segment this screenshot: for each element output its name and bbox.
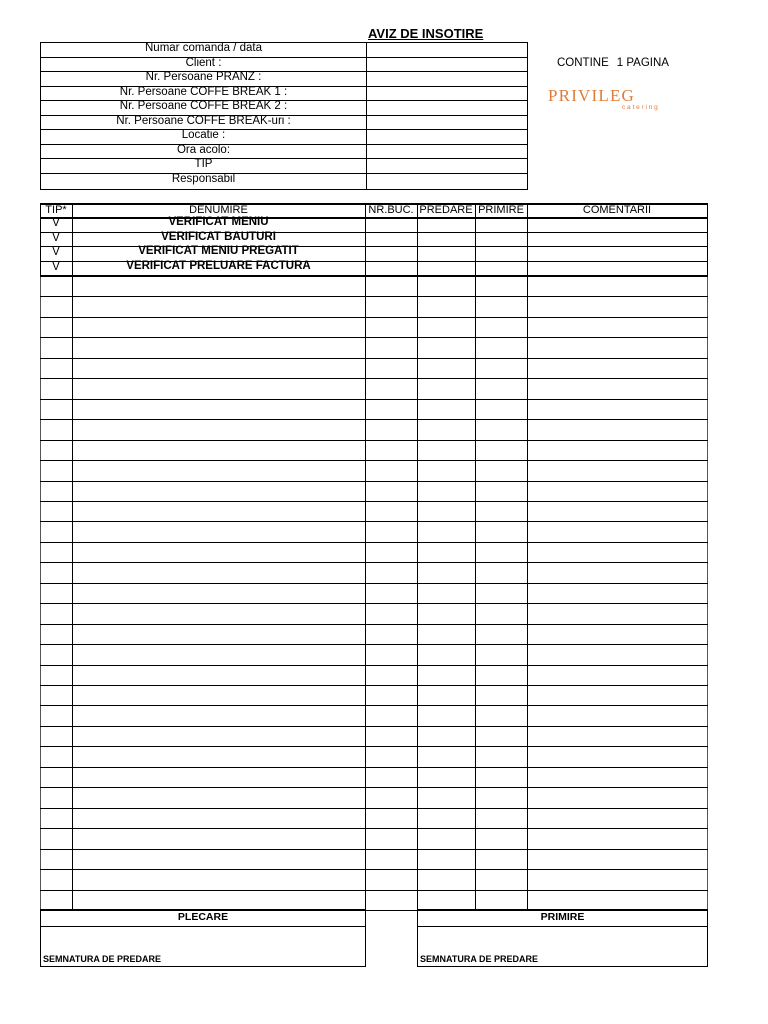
info-row xyxy=(41,116,527,130)
table-row[interactable] xyxy=(40,685,708,705)
info-label: Responsabil xyxy=(171,173,236,185)
signature-box-primire[interactable] xyxy=(417,909,708,967)
table-row-line xyxy=(40,217,708,219)
info-value-field[interactable] xyxy=(366,116,527,129)
info-value-field[interactable] xyxy=(366,159,527,173)
signature-box-plecare[interactable] xyxy=(40,909,366,967)
page-count xyxy=(557,57,669,69)
info-row xyxy=(41,58,527,72)
table-row[interactable] xyxy=(40,440,708,460)
page-count-label: CONTINE xyxy=(557,57,609,69)
checklist-item: VERIFICAT BAUTURI xyxy=(161,230,276,243)
checklist-tip-mark: V xyxy=(52,260,60,273)
info-label: Nr. Persoane COFFE BREAK 1 : xyxy=(119,86,288,98)
info-row xyxy=(41,72,527,87)
table-row[interactable] xyxy=(40,337,708,357)
table-row[interactable] xyxy=(40,501,708,521)
info-label: Nr. Persoane COFFE BREAK 2 : xyxy=(119,100,288,112)
info-value-field[interactable] xyxy=(366,130,527,144)
info-label: Nr. Persoane PRANZ : xyxy=(145,71,262,83)
info-value-field[interactable] xyxy=(366,72,527,86)
checklist-tip-mark: V xyxy=(52,246,60,258)
table-row[interactable] xyxy=(40,890,708,910)
table-row[interactable] xyxy=(40,521,708,541)
col-header-tip: TIP* xyxy=(45,204,67,216)
logo-tagline-text: c a t e r i n g xyxy=(622,104,658,111)
info-row xyxy=(41,43,527,58)
info-label: Nr. Persoane COFFE BREAK-uri : xyxy=(116,115,291,127)
info-value-field[interactable] xyxy=(366,101,527,115)
col-header-nr-buc: NR.BUC. xyxy=(368,204,414,216)
info-value-field[interactable] xyxy=(366,87,527,100)
table-row[interactable] xyxy=(40,276,708,296)
table-row[interactable] xyxy=(40,767,708,787)
col-header-denumire: DENUMIRE xyxy=(189,204,248,216)
table-row[interactable] xyxy=(40,460,708,480)
checklist-tip-mark: V xyxy=(52,231,60,244)
table-row[interactable] xyxy=(40,317,708,337)
items-table xyxy=(40,203,708,910)
info-row xyxy=(41,145,527,159)
signature-footer-primire: SEMNATURA DE PREDARE xyxy=(420,954,539,964)
info-row xyxy=(41,130,527,145)
table-column-divider xyxy=(40,203,41,276)
table-row[interactable] xyxy=(40,849,708,869)
info-value-field[interactable] xyxy=(366,145,527,158)
info-label: Ora acolo: xyxy=(176,144,231,156)
table-row-line xyxy=(40,232,708,233)
table-row[interactable] xyxy=(40,726,708,746)
table-row[interactable] xyxy=(40,828,708,848)
signature-header-primire: PRIMIRE xyxy=(418,910,707,927)
table-column-divider xyxy=(707,203,708,276)
privileg-logo xyxy=(548,84,718,114)
page-count-value: 1 PAGINA xyxy=(616,57,669,69)
checklist-tip-mark: V xyxy=(52,217,60,229)
table-row[interactable] xyxy=(40,624,708,644)
table-row-line xyxy=(40,261,708,262)
table-row[interactable] xyxy=(40,705,708,725)
info-row xyxy=(41,159,527,174)
table-row[interactable] xyxy=(40,603,708,623)
checklist-item: VERIFICAT PRELUARE FACTURA xyxy=(126,259,311,272)
col-header-predare: PREDARE xyxy=(419,204,473,216)
table-row[interactable] xyxy=(40,419,708,439)
logo-brand-text: PRIVILEG xyxy=(548,86,636,105)
table-row[interactable] xyxy=(40,644,708,664)
info-row xyxy=(41,87,527,101)
info-label: TIP xyxy=(194,158,213,170)
order-info-table xyxy=(40,42,528,190)
table-row[interactable] xyxy=(40,542,708,562)
info-row xyxy=(41,101,527,116)
checklist-item: VERIFICAT MENIU PREGATIT xyxy=(138,245,299,257)
table-row[interactable] xyxy=(40,869,708,889)
table-row[interactable] xyxy=(40,358,708,378)
table-row-line xyxy=(40,246,708,247)
signature-footer-plecare: SEMNATURA DE PREDARE xyxy=(43,954,162,964)
info-label: Numar comanda / data xyxy=(145,42,262,54)
info-value-field[interactable] xyxy=(366,58,527,71)
table-row[interactable] xyxy=(40,665,708,685)
table-row[interactable] xyxy=(40,746,708,766)
info-value-field[interactable] xyxy=(366,174,527,189)
col-header-primire: PRIMIRE xyxy=(478,204,524,216)
table-row[interactable] xyxy=(40,787,708,807)
signature-header-plecare: PLECARE xyxy=(41,910,365,927)
info-label: Locatie : xyxy=(181,129,226,141)
table-row[interactable] xyxy=(40,562,708,582)
info-value-field[interactable] xyxy=(366,43,527,57)
checklist-item: VERIFICAT MENIU xyxy=(168,216,269,228)
table-row[interactable] xyxy=(40,378,708,398)
document-title: AVIZ DE INSOTIRE xyxy=(368,26,484,41)
info-label: Client : xyxy=(185,57,222,69)
col-header-comentarii: COMENTARII xyxy=(582,204,652,216)
table-row[interactable] xyxy=(40,296,708,316)
table-row-line xyxy=(40,203,708,205)
info-row xyxy=(41,174,527,189)
table-row[interactable] xyxy=(40,399,708,419)
table-row[interactable] xyxy=(40,583,708,603)
table-row[interactable] xyxy=(40,481,708,501)
table-row[interactable] xyxy=(40,808,708,828)
